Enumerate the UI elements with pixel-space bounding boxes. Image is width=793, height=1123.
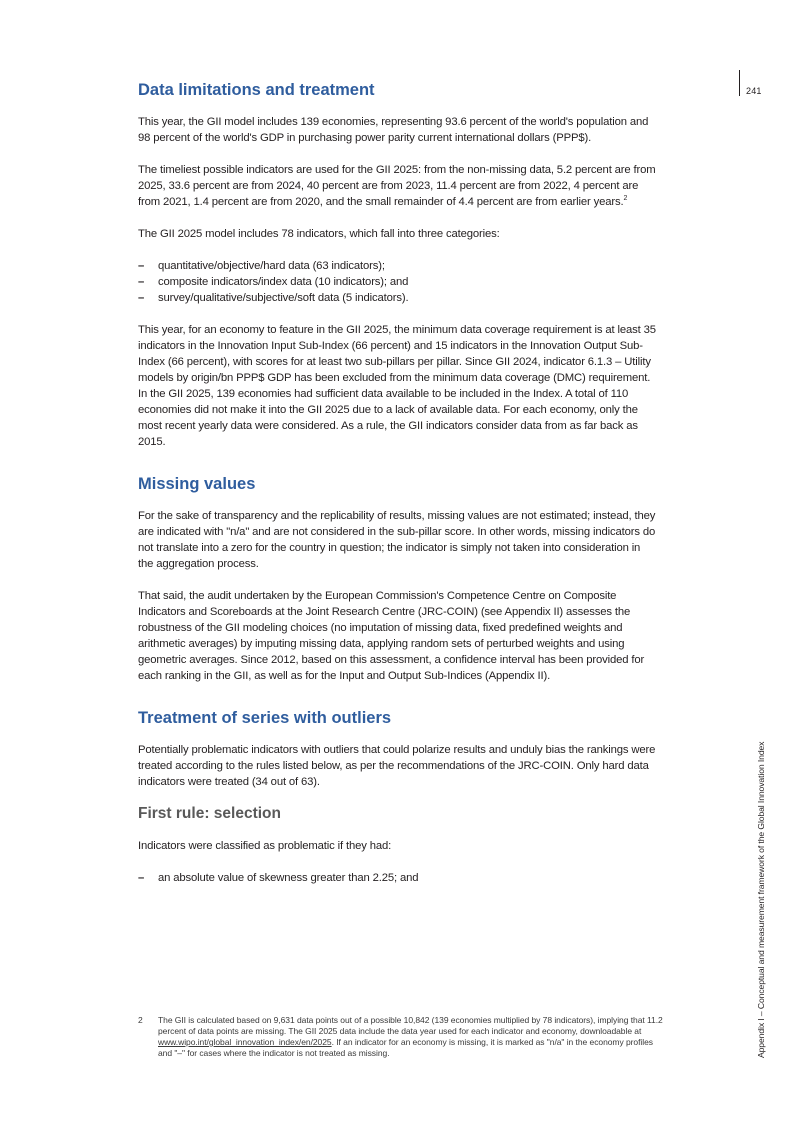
page-number-rule [739,70,740,96]
heading-outliers: Treatment of series with outliers [138,709,392,727]
heading-missing-values: Missing values [138,475,256,493]
main-content [138,80,658,886]
paragraph: Potentially problematic indicators with outliers that could polarize results and unduly bias the rankings were treated according to the rules listed below, as per the recommendations of the JRC-COIN. Only hard data indicators were treated (34 out of 63). [138,744,656,788]
page-number: 241 [746,86,762,96]
footnote-link[interactable]: www.wipo.int/global_innovation_index/en/2025 [158,1037,332,1047]
dash-bullet: – [138,260,145,272]
outlier-criteria-list [138,870,658,886]
list-item: – quantitative/objective/hard data (63 indicators); [138,260,385,272]
paragraph: For the sake of transparency and the replicability of results, missing values are not estimated; instead, they are indicated with "n/a" and are not considered in the sub-pillar score. In other words, missing indicators do not translate into a zero for the country in question; the indicator is simply not taken into consideration in the aggregation process. [138,510,656,570]
list-item: – composite indicators/index data (10 indicators); and [138,276,409,288]
paragraph: This year, for an economy to feature in the GII 2025, the minimum data coverage requirement is at least 35 indicators in the Innovation Input Sub-Index (66 percent) and 15 indicators in the Innovation Output Sub-Index (66 percent), with scores for at least two sub-pillars per pillar. Since GII 2024, indicator 6.1.3 – Utility models by origin/bn PPP$ GDP has been excluded from the minimum data coverage (DMC) requirement. In the GII 2025, 139 economies had sufficient data available to be included in the Index. A total of 110 economies did not make it into the GII 2025 due to a lack of available data. For each economy, only the most recent yearly data were considered. As a rule, the GII indicators consider data from as far back as 2015. [138,324,656,448]
list-item: – survey/qualitative/subjective/soft data (5 indicators). [138,292,409,304]
footnote-number: 2 [138,1015,143,1025]
running-head: Appendix I – Conceptual and measurement framework of the Global Innovation Index [756,741,766,1058]
footnote-text: The GII is calculated based on 9,631 data points out of a possible 10,842 (139 economies multiplied by 78 indicators), implying that 11.2 percent of data points are missing. The GII 2025 data include the data year used for each indicator and economy, downloadable at www.wipo.int/global_innovation_index/en/2025. If an indicator for an economy is missing, it is marked as "n/a" in the economy profiles and "–" for cases where the indicator is not treated as missing. [158,1015,663,1058]
footnote [138,1015,668,1059]
list-item: – an absolute value of skewness greater than 2.25; and [138,872,419,884]
paragraph: This year, the GII model includes 139 economies, representing 93.6 percent of the world's population and 98 percent of the world's GDP in purchasing power parity current international dollars (PPP$). [138,116,649,144]
dash-bullet: – [138,872,145,884]
paragraph [138,162,658,210]
paragraph: The GII 2025 model includes 78 indicators, which fall into three categories: [138,228,500,240]
paragraph-text: The timeliest possible indicators are used for the GII 2025: from the non-missing data, 5.2 percent are from 2025, 33.6 percent are from 2024, 40 percent are from 2023, 11.4 percent are from 2022, 4 percent are from 2021, 1.4 percent are from 2020, and the small remainder of 4.4 percent are from earlier years. [138,164,656,208]
indicator-category-list [138,258,658,306]
dash-bullet: – [138,276,145,288]
paragraph: That said, the audit undertaken by the European Commission's Competence Centre on Composite Indicators and Scoreboards at the Joint Research Centre (JRC-COIN) (see Appendix II) assesses the robustness of the GII modeling choices (no imputation of missing data, fixed predefined weights and arithmetic averages) by imputing missing data, applying random sets of perturbed weights and using geometric averages. Since 2012, based on this assessment, a confidence interval has been provided for each ranking in the GII, as well as for the Input and Output Sub-Indices (Appendix II). [138,590,645,682]
heading-data-limitations: Data limitations and treatment [138,81,375,99]
footnote-ref: 2 [623,195,628,203]
dash-bullet: – [138,292,145,304]
subheading-first-rule: First rule: selection [138,805,281,822]
paragraph: Indicators were classified as problematic if they had: [138,840,392,852]
